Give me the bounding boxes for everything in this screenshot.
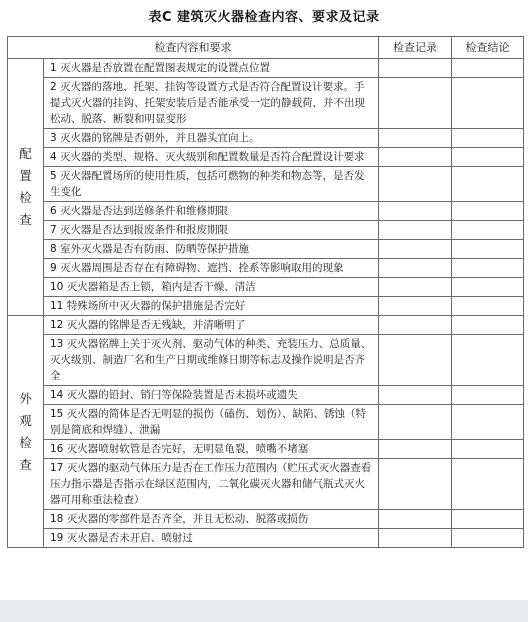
header-conclusion: 检查结论 — [452, 37, 524, 59]
conclusion-cell[interactable] — [452, 78, 524, 129]
table-row — [8, 297, 524, 316]
conclusion-cell[interactable] — [452, 167, 524, 202]
table-row — [8, 440, 524, 459]
check-item: 2 灭火器的落地、托架、挂钩等设置方式是否符合配置设计要求。手提式灭火器的挂钩、托架安装后是否能承受一定的静载荷，并不出现松动、脱落、断裂和明显变形 — [44, 78, 379, 129]
check-item: 11 特殊场所中灭火器的保护措施是否完好 — [44, 297, 379, 316]
record-cell[interactable] — [379, 240, 452, 259]
conclusion-cell[interactable] — [452, 386, 524, 405]
record-cell[interactable] — [379, 386, 452, 405]
table-row — [8, 316, 524, 335]
group-label-char: 检 — [19, 434, 32, 450]
group-label-char: 查 — [19, 456, 32, 472]
record-cell[interactable] — [379, 78, 452, 129]
check-item: 8 室外灭火器是否有防雨、防晒等保护措施 — [44, 240, 379, 259]
check-item: 1 灭火器是否放置在配置图表规定的设置点位置 — [44, 59, 379, 78]
check-item: 13 灭火器铭牌上关于灭火剂、驱动气体的种类、充装压力、总质量、灭火级别、制造厂名和生产日期或维修日期等标志及操作说明是否齐全 — [44, 335, 379, 386]
table-row — [8, 202, 524, 221]
table-row — [8, 59, 524, 78]
group-label-appearance — [8, 316, 44, 548]
check-item: 5 灭火器配置场所的使用性质，包括可燃物的种类和物态等，是否发生变化 — [44, 167, 379, 202]
group-label-char: 检 — [19, 190, 32, 205]
table-row — [8, 529, 524, 548]
group-label-char: 查 — [19, 212, 32, 227]
group-label-text — [19, 146, 32, 227]
record-cell[interactable] — [379, 167, 452, 202]
group-label-char: 配 — [19, 146, 32, 161]
bottom-strip — [0, 600, 528, 622]
table-row — [8, 240, 524, 259]
conclusion-cell[interactable] — [452, 405, 524, 440]
header-row — [8, 37, 524, 59]
inspection-table — [7, 36, 524, 548]
record-cell[interactable] — [379, 316, 452, 335]
record-cell[interactable] — [379, 459, 452, 510]
record-cell[interactable] — [379, 202, 452, 221]
table-row — [8, 78, 524, 129]
conclusion-cell[interactable] — [452, 240, 524, 259]
conclusion-cell[interactable] — [452, 148, 524, 167]
record-cell[interactable] — [379, 278, 452, 297]
conclusion-cell[interactable] — [452, 259, 524, 278]
record-cell[interactable] — [379, 405, 452, 440]
check-item: 18 灭火器的零部件是否齐全，并且无松动、脱落或损伤 — [44, 510, 379, 529]
header-record: 检查记录 — [379, 37, 452, 59]
check-item: 9 灭火器周围是否存在有障碍物、遮挡、拴系等影响取用的现象 — [44, 259, 379, 278]
record-cell[interactable] — [379, 59, 452, 78]
check-item: 12 灭火器的铭牌是否无残缺，并清晰明了 — [44, 316, 379, 335]
check-item: 14 灭火器的铅封、销闩等保险装置是否未损坏或遗失 — [44, 386, 379, 405]
group-label-config — [8, 59, 44, 316]
conclusion-cell[interactable] — [452, 335, 524, 386]
conclusion-cell[interactable] — [452, 459, 524, 510]
table-row — [8, 221, 524, 240]
record-cell[interactable] — [379, 297, 452, 316]
group-label-text — [19, 391, 32, 472]
conclusion-cell[interactable] — [452, 59, 524, 78]
conclusion-cell[interactable] — [452, 278, 524, 297]
conclusion-cell[interactable] — [452, 202, 524, 221]
table-row — [8, 167, 524, 202]
record-cell[interactable] — [379, 510, 452, 529]
check-item: 3 灭火器的铭牌是否朝外，并且器头宜向上。 — [44, 129, 379, 148]
check-item: 19 灭火器是否未开启、喷射过 — [44, 529, 379, 548]
check-item: 4 灭火器的类型、规格、灭火级别和配置数量是否符合配置设计要求 — [44, 148, 379, 167]
check-item: 7 灭火器是否达到报废条件和报废期限 — [44, 221, 379, 240]
group-label-char: 置 — [19, 168, 32, 183]
conclusion-cell[interactable] — [452, 129, 524, 148]
table-row — [8, 405, 524, 440]
record-cell[interactable] — [379, 148, 452, 167]
conclusion-cell[interactable] — [452, 297, 524, 316]
table-row — [8, 386, 524, 405]
conclusion-cell[interactable] — [452, 529, 524, 548]
table-row — [8, 459, 524, 510]
record-cell[interactable] — [379, 221, 452, 240]
group-label-char: 观 — [19, 412, 32, 428]
check-item: 17 灭火器的驱动气体压力是否在工作压力范围内（贮压式灭火器查看压力指示器是否指示在绿区范围内，二氧化碳灭火器和储气瓶式灭火器可用称重法检查） — [44, 459, 379, 510]
table-row — [8, 510, 524, 529]
table-row — [8, 129, 524, 148]
table-row — [8, 335, 524, 386]
check-item: 15 灭火器的简体是否无明显的损伤（磕伤、划伤）、缺陷、锈蚀（特别是简底和焊缝）、泄漏 — [44, 405, 379, 440]
check-item: 6 灭火器是否达到送修条件和维修期限 — [44, 202, 379, 221]
conclusion-cell[interactable] — [452, 440, 524, 459]
table-title: 表C 建筑灭火器检查内容、要求及记录 — [148, 10, 380, 25]
check-item: 10 灭火器箱是否上锁，箱内是否干燥、清洁 — [44, 278, 379, 297]
group-label-char: 外 — [19, 390, 32, 406]
conclusion-cell[interactable] — [452, 221, 524, 240]
record-cell[interactable] — [379, 129, 452, 148]
header-content: 检查内容和要求 — [8, 37, 379, 59]
conclusion-cell[interactable] — [452, 510, 524, 529]
conclusion-cell[interactable] — [452, 316, 524, 335]
table-row — [8, 259, 524, 278]
table-row — [8, 278, 524, 297]
table-row — [8, 148, 524, 167]
record-cell[interactable] — [379, 259, 452, 278]
record-cell[interactable] — [379, 335, 452, 386]
record-cell[interactable] — [379, 529, 452, 548]
check-item: 16 灭火器喷射软管是否完好，无明显龟裂，喷嘴不堵塞 — [44, 440, 379, 459]
record-cell[interactable] — [379, 440, 452, 459]
